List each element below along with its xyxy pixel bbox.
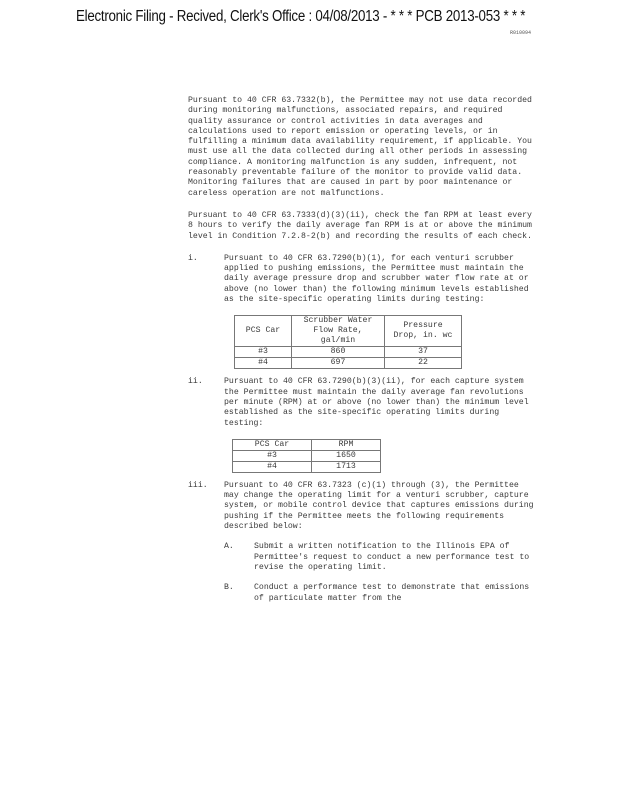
- paragraph-monitoring-malfunctions: Pursuant to 40 CFR 63.7332(b), the Permittee may not use data recorded during monitoring malfunctions, associated repairs, and required quality assurance or control activities in data averages and calculations used to report emission or operating levels, or in fulfilling a minimum data availability requirement, if applicable. You must use all the data collected during all other periods in assessing compliance. A monitoring malfunction is any sudden, infrequent, not reasonably preventable failure of the monitor to provide valid data. Monitoring failures that are caused in part by poor maintenance or careless operation are not malfunctions.: [188, 96, 532, 198]
- list-item-text: Pursuant to 40 CFR 63.7290(b)(3)(ii), for each capture system the Permittee must maintain the daily average fan revolutions per minute (RPM) at or above (no lower than) the minimum level established as the site-specific operating limits during testing:: [224, 377, 529, 428]
- sub-item-text: Conduct a performance test to demonstrate that emissions of particulate matter from the: [254, 583, 530, 603]
- table-cell: #3: [233, 450, 312, 461]
- table-header-cell: Pressure Drop, in. wc: [385, 316, 462, 347]
- document-body: [188, 96, 538, 604]
- table-header-row: [233, 439, 381, 450]
- table-header-cell: Scrubber Water Flow Rate, gal/min: [292, 316, 385, 347]
- sub-item-text: Submit a written notification to the Illinois EPA of Permittee's request to conduct a new performance test to revise the operating limit.: [254, 542, 530, 572]
- list-item-i: [188, 254, 538, 369]
- table-header-row: [235, 316, 462, 347]
- sub-item-number: B.: [224, 583, 234, 593]
- table-cell: 1713: [312, 461, 381, 472]
- list-item-text: Pursuant to 40 CFR 63.7323 (c)(1) through (3), the Permittee may change the operating limit for a venturi scrubber, capture system, or mobile control device that captures emissions during pushing if the Permittee meets the following requirements described below:: [224, 480, 534, 532]
- table-cell: #4: [235, 358, 292, 369]
- table-cell: #4: [233, 461, 312, 472]
- list-item-number: i.: [188, 253, 198, 263]
- list-item-number: ii.: [188, 377, 203, 387]
- fan-rpm-table: [232, 439, 381, 473]
- table-header-cell: PCS Car: [233, 439, 312, 450]
- list-item-ii: [188, 377, 538, 472]
- table-cell: 37: [385, 347, 462, 358]
- list-item-text: Pursuant to 40 CFR 63.7290(b)(1), for each venturi scrubber applied to pushing emissions, the Permittee must maintain the daily average pressure drop and scrubber water flow rate at or above (no lower than) the following minimum levels established as the site-specific operating limits during testing:: [224, 253, 529, 305]
- table-cell: 22: [385, 358, 462, 369]
- paragraph-fan-rpm-check: Pursuant to 40 CFR 63.7333(d)(3)(ii), check the fan RPM at least every 8 hours to verify the daily average fan RPM is at or above the minimum level in Condition 7.2.8-2(b) and recording the results of each check.: [188, 210, 532, 241]
- scrubber-limits-table: [234, 315, 462, 369]
- table-row: [233, 450, 381, 461]
- list-item-iii: [188, 481, 538, 604]
- sub-item-b: [224, 583, 538, 604]
- table-cell: 1650: [312, 450, 381, 461]
- table-header-cell: PCS Car: [235, 316, 292, 347]
- table-row: [235, 347, 462, 358]
- sub-item-number: A.: [224, 542, 234, 552]
- table-cell: 860: [292, 347, 385, 358]
- list-item-number: iii.: [188, 480, 208, 490]
- table-row: [235, 358, 462, 369]
- table-cell: #3: [235, 347, 292, 358]
- filing-stamp: Electronic Filing - Recived, Clerk's Office : 04/08/2013 - * * * PCB 2013-053 * * *: [76, 8, 526, 25]
- table-cell: 697: [292, 358, 385, 369]
- table-header-cell: RPM: [312, 439, 381, 450]
- table-row: [233, 461, 381, 472]
- sub-item-a: [224, 542, 538, 573]
- document-number: R010094: [510, 30, 532, 36]
